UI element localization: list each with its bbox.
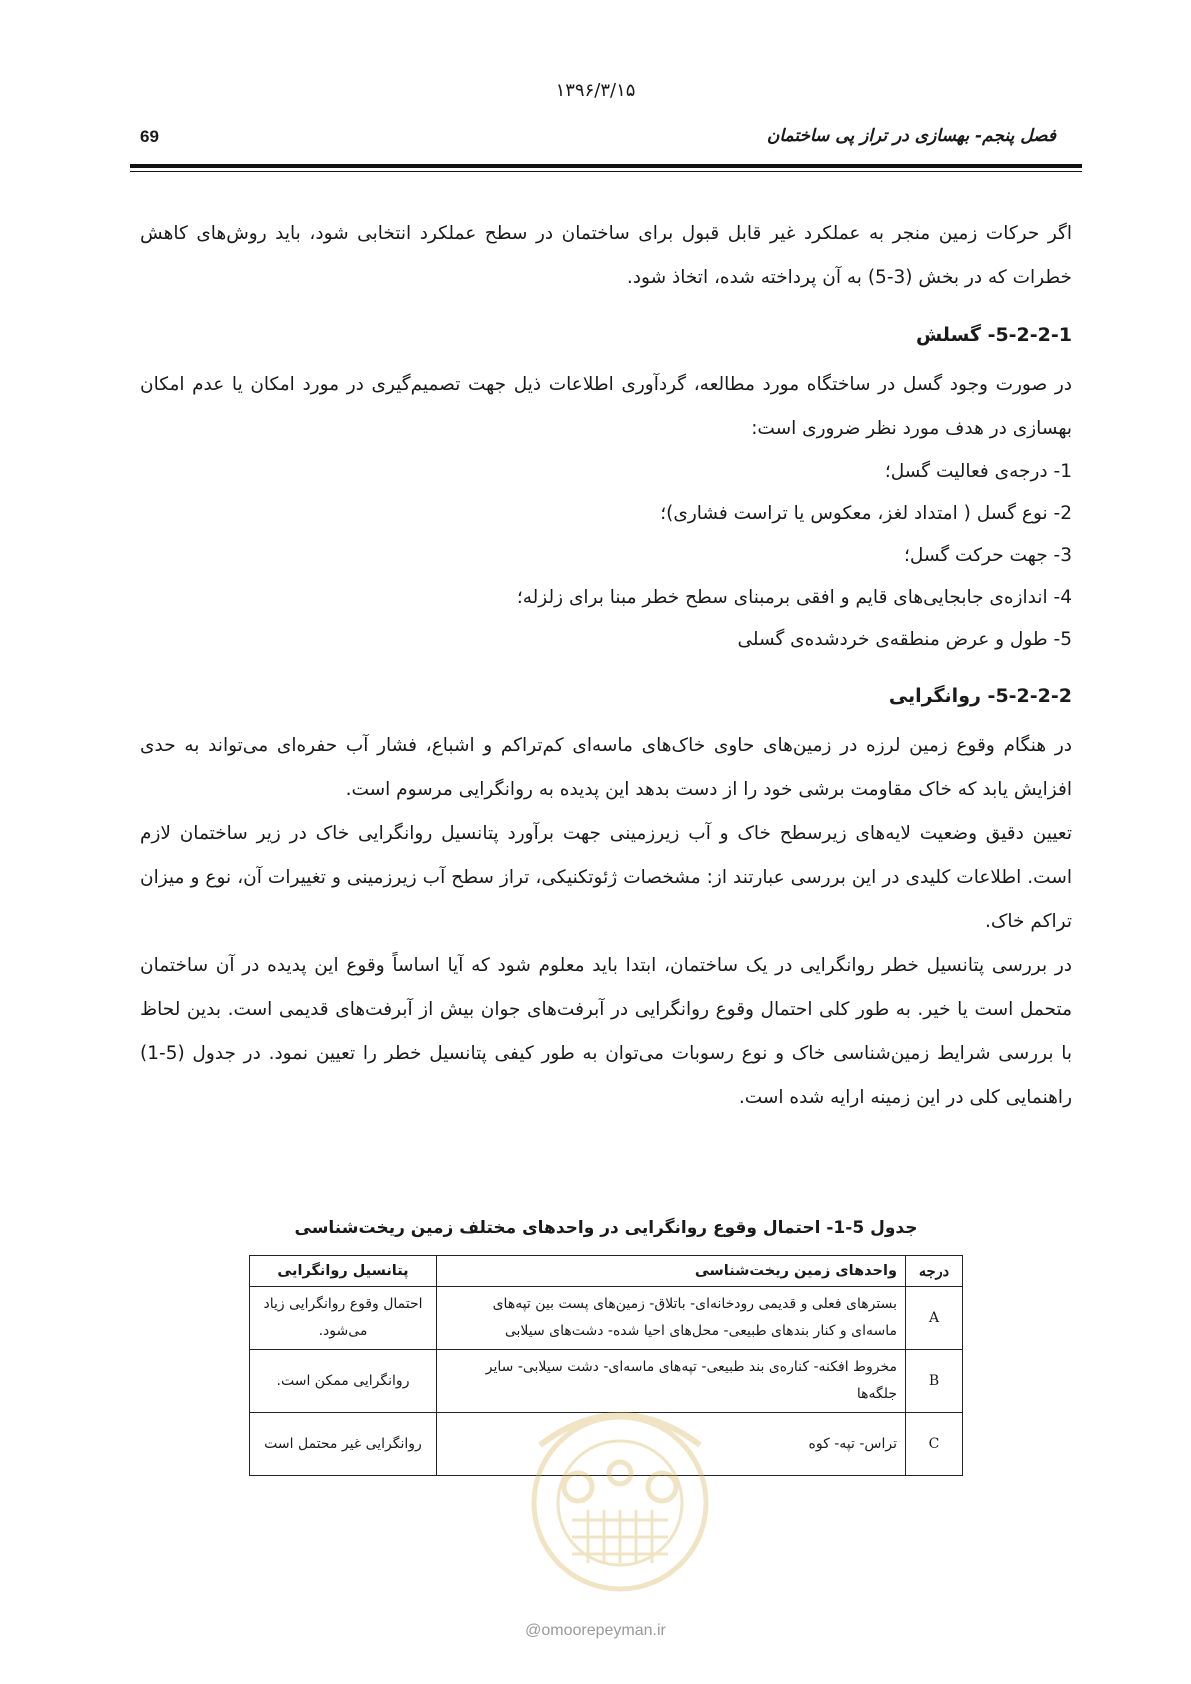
liquefaction-paragraph-3: در بررسی پتانسیل خطر روانگرایی در یک ساختمان، ابتدا باید معلوم شود که آیا اساساً وقوع این پدیده در آن ساختمان متحمل است یا خیر. به طور کلی احتمال وقوع روانگرایی در آبرفت‌های جوان بیش از آبرفت‌های قدیمی است. بدین لحاظ با بررسی شرایط زمین‌شناسی خاک و نوع رسوبات می‌توان به طور کیفی پتانسیل خطر را تعیین نمود. در جدول (5-1) راهنمایی کلی در این زمینه ارایه شده است. [140, 955, 1072, 1108]
list-item: 2- نوع گسل ( امتداد لغز، معکوس یا تراست فشاری)؛ [660, 503, 1072, 524]
table-caption: جدول 5-1- احتمال وقوع روانگرایی در واحدهای مختلف زمین ریخت‌شناسی [294, 1218, 918, 1238]
list-item: 1- درجه‌ی فعالیت گسل؛ [884, 461, 1072, 482]
list-item: 5- طول و عرض منطقه‌ی خردشده‌ی گسلی [737, 629, 1072, 650]
faulting-paragraph: در صورت وجود گسل در ساختگاه مورد مطالعه، گردآوری اطلاعات ذیل جهت تصمیم‌گیری در مورد امکان یا عدم امکان بهسازی در هدف مورد نظر ضروری است: [140, 374, 1072, 439]
document-date: ۱۳۹۶/۳/۱۵ [555, 80, 636, 101]
grid-icon [572, 1510, 668, 1563]
liquefaction-paragraph-2: تعیین دقیق وضعیت لایه‌های زیرسطح خاک و آب زیرزمینی جهت برآورد پتانسیل روانگرایی خاک در زیر ساختمان لازم است. اطلاعات کلیدی در این بررسی عبارتند از: مشخصات ژئوتکنیکی، تراز سطح آب زیرزمینی و تغییرات آن، نوع و میزان تراکم خاک. [140, 823, 1072, 932]
cell-potential: احتمال وقوع روانگرایی زیاد می‌شود. [250, 1287, 437, 1350]
column-header-units: واحدهای زمین ریخت‌شناسی [437, 1256, 906, 1287]
cell-units: مخروط افکنه- کناره‌ی بند طبیعی- تپه‌های ماسه‌ای- دشت سیلابی- سایر جلگه‌ها [437, 1350, 906, 1413]
section-heading-liquefaction: 5-2-2-2- روانگرایی [888, 685, 1072, 707]
cell-grade: B [906, 1350, 963, 1413]
table-row [250, 1287, 963, 1350]
header-rule-thick [130, 164, 1082, 168]
column-header-grade: درجه [906, 1256, 963, 1287]
gear-icon [564, 1462, 676, 1501]
watermark-logo [480, 1385, 760, 1605]
cell-units: بسترهای فعلی و قدیمی رودخانه‌ای- باتلاق- زمین‌های پست بین تپه‌های ماسه‌ای و کنار بندهای طبیعی- محل‌های احیا شده- دشت‌های سیلابی [437, 1287, 906, 1350]
list-item: 4- اندازه‌ی جابجایی‌های قایم و افقی برمبنای سطح خطر مبنا برای زلزله؛ [516, 587, 1072, 608]
cell-grade: A [906, 1287, 963, 1350]
page-content [140, 212, 1072, 1120]
liquefaction-paragraph-1: در هنگام وقوع زمین لرزه در زمین‌های حاوی خاک‌های ماسه‌ای کم‌تراکم و اشباع، فشار آب حفره‌ای می‌تواند به حدی افزایش یابد که خاک مقاومت برشی خود را از دست بدهد این پدیده به روانگرایی مرسوم است. [140, 735, 1072, 800]
chapter-title: فصل پنجم- بهسازی در تراز پی ساختمان [766, 126, 1056, 146]
watermark-ring [534, 1417, 706, 1589]
cell-units: تراس- تپه- کوه [437, 1413, 906, 1476]
cell-grade: C [906, 1413, 963, 1476]
list-item: 3- جهت حرکت گسل؛ [903, 545, 1072, 566]
column-header-potential: پتانسیل روانگرایی [250, 1256, 437, 1287]
section-heading-faulting: 5-2-2-1- گسلش [915, 324, 1072, 346]
cell-potential: روانگرایی ممکن است. [250, 1350, 437, 1413]
table-header-row [250, 1256, 963, 1287]
intro-paragraph: اگر حرکات زمین منجر به عملکرد غیر قابل قبول برای ساختمان در سطح عملکرد انتخابی شود، باید روش‌های کاهش خطرات که در بخش (3-5) به آن پرداخته شده، اتخاذ شود. [140, 223, 1072, 288]
header-rule-thin [130, 171, 1082, 172]
cell-potential: روانگرایی غیر محتمل است [250, 1413, 437, 1476]
page-number: 69 [140, 127, 159, 146]
watermark-site: @omoorepeyman.ir [525, 1622, 666, 1639]
